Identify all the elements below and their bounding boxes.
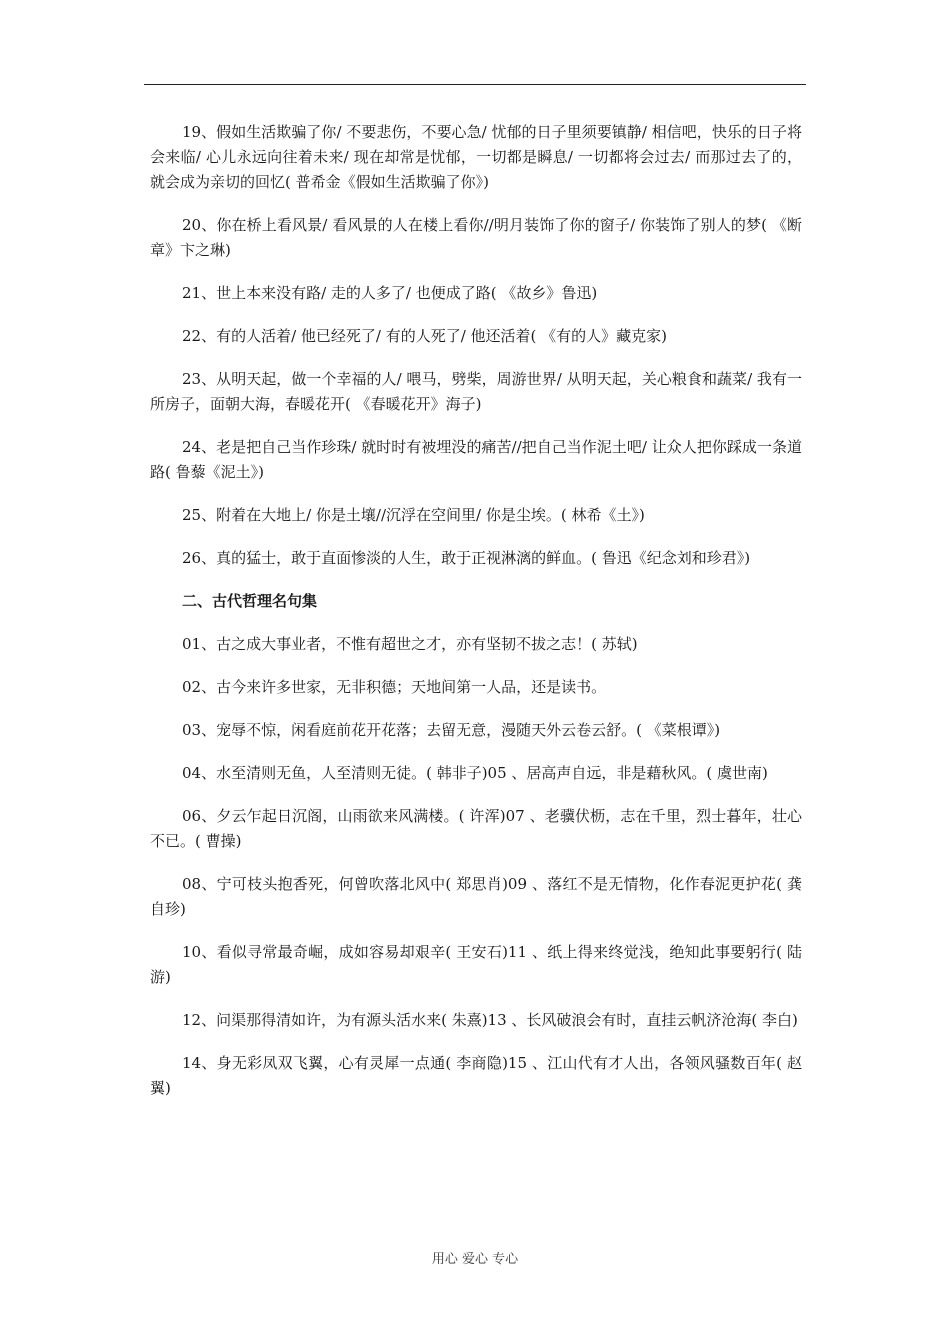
quote-item: 23、从明天起，做一个幸福的人/ 喂马，劈柴，周游世界/ 从明天起，关心粮食和蔬菜/ 我有一所房子，面朝大海，春暖花开( 《春暖花开》海子) — [150, 370, 802, 413]
quote-item: 26、真的猛士，敢于直面惨淡的人生，敢于正视淋漓的鲜血。( 鲁迅《纪念刘和珍君》) — [182, 549, 751, 567]
section-heading: 二、古代哲理名句集 — [182, 592, 318, 610]
quote-item: 20、你在桥上看风景/ 看风景的人在楼上看你//明月装饰了你的窗子/ 你装饰了别人的梦( 《断章》卞之琳) — [150, 216, 802, 259]
quote-item: 01、古之成大事业者，不惟有超世之才，亦有坚韧不拔之志！( 苏轼) — [182, 635, 638, 653]
quote-item: 21、世上本来没有路/ 走的人多了/ 也便成了路( 《故乡》鲁迅) — [182, 284, 598, 302]
quote-item: 08、宁可枝头抱香死，何曾吹落北风中( 郑思肖)09 、落红不是无情物，化作春泥更护花( 龚自珍) — [150, 875, 802, 918]
quote-item: 12、问渠那得清如许，为有源头活水来( 朱熹)13 、长风破浪会有时，直挂云帆济沧海( 李白) — [182, 1011, 798, 1029]
quote-item: 24、老是把自己当作珍珠/ 就时时有被埋没的痛苦//把自己当作泥土吧/ 让众人把你踩成一条道路( 鲁藜《泥土》) — [150, 438, 802, 481]
quote-item: 03、宠辱不惊，闲看庭前花开花落；去留无意，漫随天外云卷云舒。( 《菜根谭》) — [182, 721, 721, 739]
quote-item: 19、假如生活欺骗了你/ 不要悲伤，不要心急/ 忧郁的日子里须要镇静/ 相信吧，快乐的日子将会来临/ 心儿永远向往着未来/ 现在却常是忧郁，一切都是瞬息/ 一切都将会过去/ 而那过去了的，就会成为亲切的回忆( 普希金《假如生活欺骗了你》) — [150, 123, 802, 191]
page-footer: 用心 爱心 专心 — [431, 1252, 519, 1267]
quote-item: 10、看似寻常最奇崛，成如容易却艰辛( 王安石)11 、纸上得来终觉浅，绝知此事要躬行( 陆游) — [150, 943, 802, 986]
header-rule — [144, 84, 806, 85]
quote-item: 02、古今来许多世家，无非积德；天地间第一人品，还是读书。 — [182, 678, 607, 696]
quote-item: 06、夕云乍起日沉阁，山雨欲来风满楼。( 许浑)07 、老骥伏枥，志在千里，烈士暮年，壮心不已。( 曹操) — [150, 807, 802, 850]
page-content — [150, 120, 802, 1119]
quote-item: 25、附着在大地上/ 你是土壤//沉浮在空间里/ 你是尘埃。( 林希《土》) — [182, 506, 645, 524]
quote-item: 04、水至清则无鱼，人至清则无徒。( 韩非子)05 、居高声自远，非是藉秋风。( 虞世南) — [182, 764, 768, 782]
quote-item: 14、身无彩凤双飞翼，心有灵犀一点通( 李商隐)15 、江山代有才人出，各领风骚数百年( 赵翼) — [150, 1054, 802, 1097]
quote-item: 22、有的人活着/ 他已经死了/ 有的人死了/ 他还活着( 《有的人》藏克家) — [182, 327, 668, 345]
